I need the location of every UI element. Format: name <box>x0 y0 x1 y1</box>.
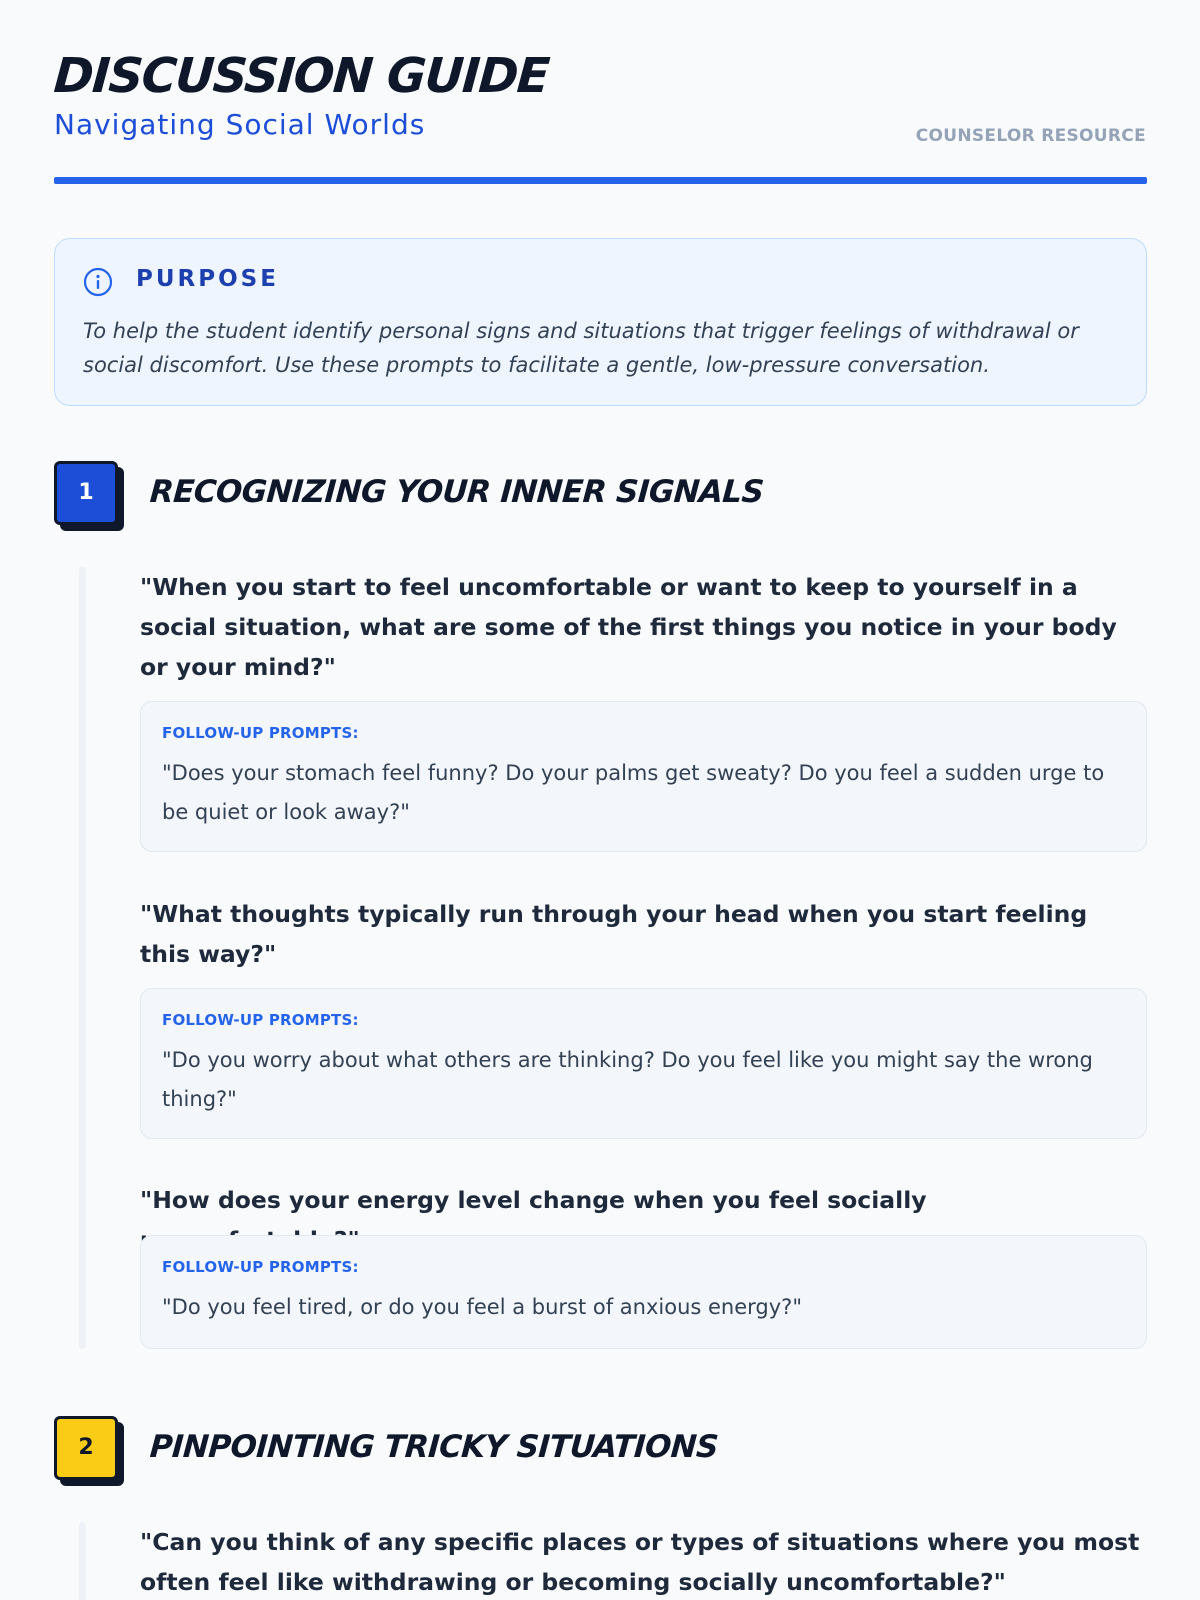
followup-text: "Do you worry about what others are thinking? Do you feel like you might say the wrong thing?" <box>162 1048 1093 1111</box>
followup-label: FOLLOW-UP PROMPTS: <box>162 724 359 742</box>
section-1-question-2: "What thoughts typically run through your head when you start feeling this way?" <box>140 900 1088 968</box>
section-1-followup-3 <box>140 1235 1147 1349</box>
followup-label: FOLLOW-UP PROMPTS: <box>162 1258 359 1276</box>
section-2-title: PINPOINTING TRICKY SITUATIONS <box>148 1429 720 1465</box>
section-2-question-1: "Can you think of any specific places or types of situations where you most often feel like withdrawing or becoming socially uncomfortable?" <box>140 1528 1140 1596</box>
section-1-question-3: "How does your energy level change when you feel socially <box>140 1186 927 1214</box>
page-subtitle: Navigating Social Worlds <box>54 108 426 141</box>
section-1-followup-2 <box>140 988 1147 1139</box>
section-1-rail <box>79 567 86 1349</box>
section-1-followup-1 <box>140 701 1147 852</box>
header-divider <box>54 177 1147 184</box>
purpose-box <box>54 238 1147 406</box>
section-2-rail <box>79 1522 86 1600</box>
section-1-question-1: "When you start to feel uncomfortable or want to keep to yourself in a social situation, what are some of the first things you notice in your body or your mind?" <box>140 573 1117 681</box>
section-1-title: RECOGNIZING YOUR INNER SIGNALS <box>148 474 765 510</box>
followup-text: "Do you feel tired, or do you feel a burst of anxious energy?" <box>162 1295 802 1319</box>
purpose-text: To help the student identify personal signs and situations that trigger feelings of withdrawal or social discomfort. Use these prompts to facilitate a gentle, low-pressure conversation. <box>83 319 1079 377</box>
purpose-heading: PURPOSE <box>136 266 279 292</box>
followup-label: FOLLOW-UP PROMPTS: <box>162 1011 359 1029</box>
followup-text: "Does your stomach feel funny? Do your palms get sweaty? Do you feel a sudden urge to be quiet or look away?" <box>162 761 1105 824</box>
info-icon <box>83 267 113 297</box>
section-1-number-badge: 1 <box>54 461 118 525</box>
resource-label: COUNSELOR RESOURCE <box>915 126 1146 146</box>
page-title: DISCUSSION GUIDE <box>52 48 551 104</box>
section-2-number-badge: 2 <box>54 1416 118 1480</box>
